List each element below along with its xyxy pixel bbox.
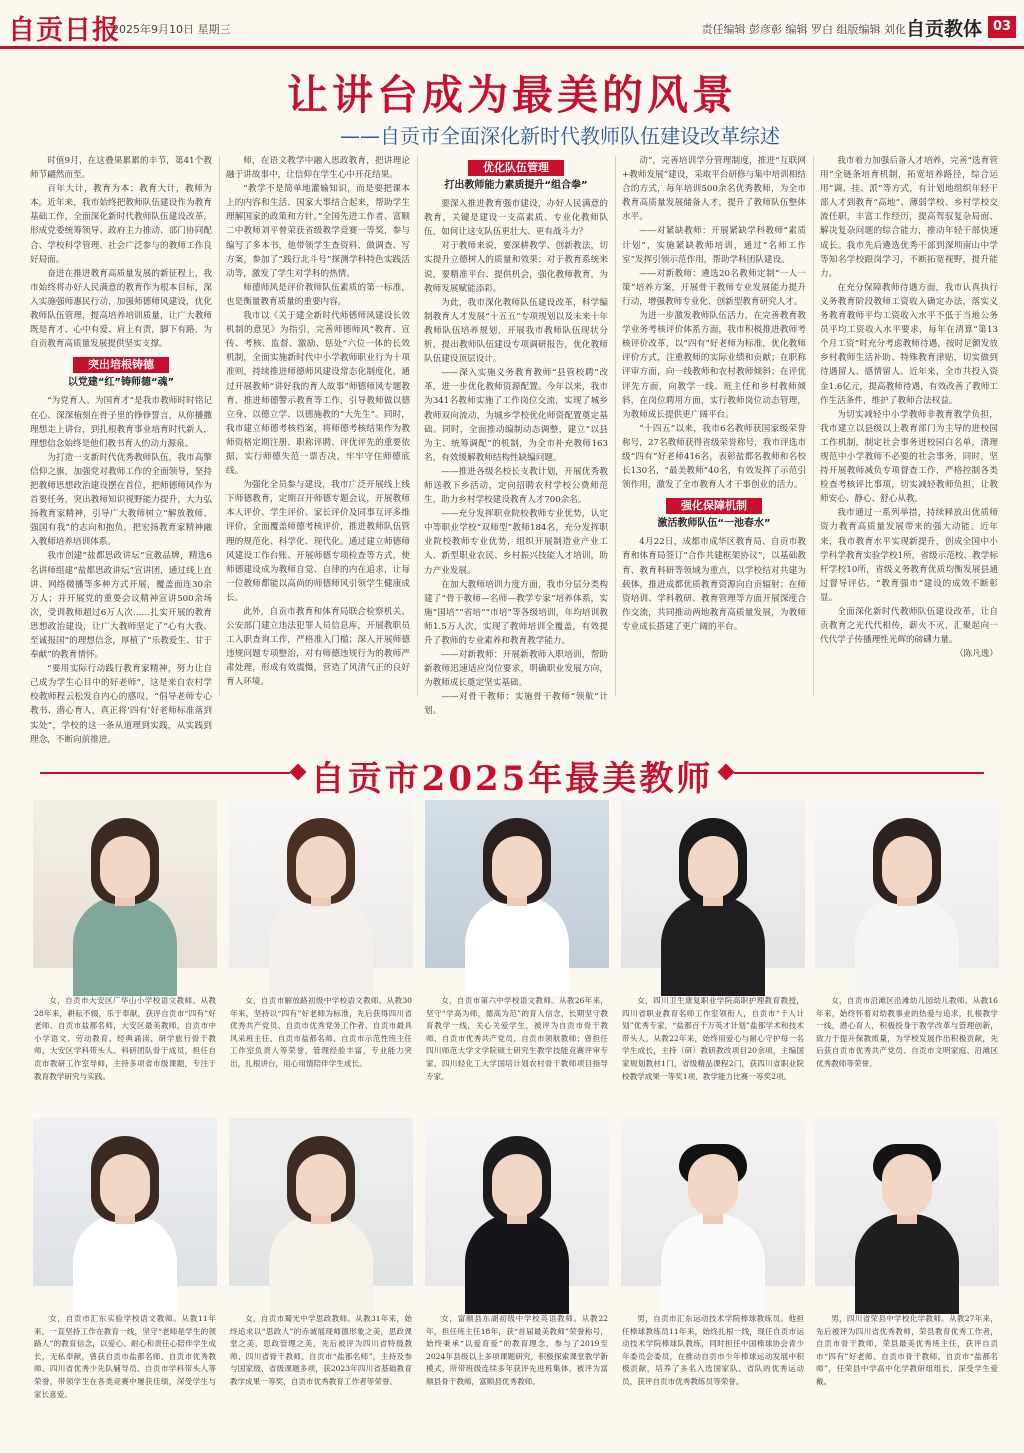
teachers-banner [0,748,1024,798]
teacher-card [226,800,416,1071]
teacher-portrait [33,1118,217,1286]
teacher-card [30,1118,220,1401]
paragraph: 时值9月，在这叠果累累的丰节，第41个教师节翩然而至。 [30,156,212,181]
teacher-bio: 男，四川省荣县中学校化学教师。从教27年来，先后被评为四川省优秀教师，荣县教育优秀工作者，自贡市骨干教师，荣县最美优秀班主任，获评自贡市“四有”好老师、自贡市骨干教师、自贡市“盐都名师”，任荣县中学高中化学教研组组长，深受学生爱戴。 [816,1314,998,1386]
section-subheading-2: 打出教师能力素质提升“组合拳” [444,180,588,191]
teacher-bio: 女，自贡市蜀光中学思政教师。从教31年来，始终追求以“思政人”的赤诚展现师德形象之美，思政课堂之美，思政管理之美，先后被评为四川省特级教师、四川省骨干教师、自贡市“盐都名师”，主持及参与国家级、省级课题多项，获2023年四川省基础教育教学成果一等奖，自贡市优秀教育工作者等荣誉。 [230,1314,412,1386]
paragraph: 为进一步激发教师队伍活力，在完善教育教学业务考核评价体系方面，我市积极推进教师考核评价改革，以“四有”好老师为标准，优化教师评价方式，注重教师的实际业绩和贡献；在职称评审方面，向一线教师和农村教师倾斜；在评优评先方面，向教学一线、班主任和乡村教师倾斜，在岗位聘用方面，实行教师岗位动态管理，为教师成长提供更广阔平台。 [622,311,806,420]
paragraph: ——充分发挥职业院校教师专业优势，认定中等职业学校“双师型”教师184名，充分发挥职业院校教师专业优势，组织开展制造业产业工人、新型职业农民、乡村振兴技能人才培训，助力产业发展。 [424,509,608,576]
paragraph: “十四五”以来，我市6名教师获国家级荣誉称号，27名教师获得省级荣誉称号，我市评选市级“四有”好老师416名，表彰盐都名教师和名校长130名，“最美教师”40名，有效发挥了示范引领作用，激发了全市教育人才干事创业的活力。 [622,423,806,491]
paragraph: 我市创建“盐都思政讲坛”宣教品牌，精选6名讲师组建“盐都思政讲坛”宣讲团，通过线上直讲、网络微播等多种方式开展，覆盖面连30余万人；并开展党的重要会议精神宣讲500余场次，受训教师超过6万人次……扎实开展的教育思想政治建设，让广大教师坚定了“心有大我、至诚报国”的理想信念，厚植了“乐教爱生、甘于奉献”的教育情怀。 [30,551,212,661]
newspaper-logo: 自贡日报 [8,15,120,46]
paragraph: ——深入实施义务教育教师“县管校聘”改革，进一步优化教师资源配置。今年以来，我市为341名教师实施了工作岗位交流，实现了城乡教师双向流动，为城乡学校优化师资配置奠定基础。同时，全面推动编制动态调整，建立“以县为主、统筹调配”的机制，为全市补充教师163名，有效缓解教师结构性缺编问题。 [424,368,608,463]
paragraph: 在充分保障教师待遇方面，我市认真执行义务教育阶段教师工资收入确定办法，落实义务教育教师平均工资收入水平不低于当地公务员平均工资收入水平要求，每年在清算“第13个月工资”时充分考虑教师待遇，按时足额发放乡村教师生活补助、特殊教育津贴，切实做到待遇留人、感情留人。近年来，全市共投入资金1.6亿元，提高教师待遇，有效改善了教师工作生活条件，维护了教师合法权益。 [820,282,998,406]
paragraph: ——推进各级名校长支教计划，开展优秀教师送教下乡活动，定向招聘农村学校公费师范生，助力乡村学校建设教育人才700余名。 [424,466,608,506]
banner-title: 自贡市2025年最美教师 [310,759,714,799]
paragraph: 要深入推进教育强市建设，办好人民满意的教育，关键是建设一支高素质、专业化教师队伍，如何让这支队伍更壮大、更有战斗力？ [424,199,608,238]
teacher-bio: 女，富顺县东湖初级中学校英语教师。从教22年，担任班主任18年，获“首届最美教师”荣誉称号，始终秉承“以爱育爱”的教育理念，参与了2019至2024年县级以上多项课题研究，积极探索课堂教学新模式，所带班级连续多年获评先进班集体，被评为富顺县骨干教师，富顺县优秀教师。 [426,1314,608,1386]
teacher-portrait [621,800,805,968]
paragraph: 奋进在推进教育高质量发展的新征程上，我市始终将办好人民满意的教育作为根本目标，深入实施强师惠民行动，加强师德师风建设，优化教师队伍管理，提高培养培训质量，让广大教师既是育才、心中有爱、肩上有责，脚下有路，为自贡教育高质量发展提供坚实支撑。 [30,268,212,350]
paragraph: 动”，完善培训学分管理制度，推进“互联网+教师发展”建设，采取平台研修与集中培训相结合的方式，每年培训500余名优秀教师，为全市教育高质量发展储备人才，提升了教师队伍整体水平。 [622,156,806,223]
column-divider [813,156,814,696]
section-heading-3: 强化保障机制 [666,498,762,514]
column-divider [615,156,616,696]
section-subheading-3: 激活教师队伍“一池春水” [657,518,771,530]
teacher-card [422,800,612,1083]
paragraph: 此外，自贡市教育和体育局联合检察机关、公安部门建立违法犯罪人员信息库，开展教职员工入职查询工作，严格准入门槛；深入开展师德违规问题专项整治，对有师德违规行为的教师严肃处理，形成有效震慑，营造了风清气正的良好育人环境。 [226,607,410,688]
masthead [0,0,1024,52]
paragraph: 为此，我市深化教师队伍建设改革，科学编制教育人才发展“十五五”专项规划以及未来十年教师队伍培养规划，开展我市教师队伍现状分析，提出教师队伍建设专项调研报告，优化教师队伍建设顶层设计。 [424,297,608,365]
page-number: 03 [988,16,1016,38]
teacher-portrait [229,800,413,968]
issue-date: 2025年9月10日 星期三 [112,23,231,36]
paragraph: ——对新教师：遴选20名教师定制“一人一策”培养方案，开展骨干教师专业发展能力提升行动，增强教师专业化、创新型教育研究人才。 [622,268,806,307]
editor-credits: 责任编辑 彭彦彰 编辑 罗白 组版编辑 刘化 [701,23,906,36]
teacher-bio: 男，自贡市汇东运动技术学院棒球教练员。他担任棒球教练员11年来，始终扎根一线，现任自贡市运动技术学院棒球队教练，同时担任中国棒球协会青少年委员会委员，在推动自贡市少年棒球运动发展中积极贡献，培养了多名入选国家队、省队的优秀运动员，获评自贡市优秀教练员等荣誉。 [622,1314,804,1386]
paragraph: ——对骨干教师：实施骨干教师“领航”计划。 [424,692,608,717]
headline: 让讲台成为最美的风景 [287,71,737,119]
article-column-4 [622,154,806,702]
paragraph: 对于教师来说，要深耕教学、创新教法，切实提升立德树人的质量和效果；对于教育系统来说，要精准平台、提供机会，强化教师教育，为教师发展赋能添彩。 [424,241,608,294]
teacher-portrait [815,1118,999,1286]
teacher-portrait [815,800,999,968]
teacher-card [618,800,808,1083]
teacher-bio: 女，自贡市汇东实验学校语文教师。从教11年来，一直坚持工作在教育一线，坚守“老师是学生的领路人”的教育信念，以爱心、耐心和责任心陪伴学生成长，无私奉献，曾获自贡市盐都名师、自贡市优秀教师、四川省优秀少先队辅导员、自贡市学科带头人等荣誉，带领学生在各类竞赛中屡获佳绩，深受学生与家长喜爱。 [34,1314,216,1399]
article-column-5 [820,154,998,702]
section-subheading-1: 以党建“红”铸师德“魂” [67,377,175,389]
paragraph: 我市着力加强后备人才培养，完善“选育管用”全链条培育机制，拓宽培养路径，综合运用“调、挂、派”等方式，有计划地组织年轻干部人才到教育“高地”、薄弱学校、乡村学校交流任职，丰富工作经历，提高驾驭复杂局面、解决复杂问题的综合能力，推动年轻干部快速成长。我市先后遴选优秀干部到深圳南山中学等知名学校跟岗学习，不断拓宽视野，提升能力。 [820,156,998,279]
section-heading-1: 突出培根铸德 [73,357,169,373]
masthead-rule [0,46,1024,49]
column-divider [219,156,220,696]
paragraph: 4月22日，成都市成华区教育局、自贡市教育和体育局签订“合作共建框架协议”，以基础教育、教育科研等领域为重点，以学校结对共建为载体，推进成都优质教育资源向自贡辐射；在师资培训、学科教研、教育管理等方面开展深度合作交流，共同推动两地教育高质量发展，为教师专业成长搭建了更广阔的平台。 [622,537,806,632]
paragraph: 我市通过一系列举措，持续释放出优质师资力教育高质量发展带来的强大动能。近年来，我市教育水平实现新提升，创成全国中小学科学教育实验学校1所，省级示范校、教学标杆学校10所，省级义务教育优质均衡发展县通过督导评估，“教育强市”建设的成效不断彰显。 [820,508,998,603]
paragraph: 为强化全员参与建设，我市广泛开展线上线下师德教育，定期召开师德专题会议，开展教师本人评价、学生评价、家长评价及同事互评多维评价，全面覆盖师德考核评价，推进教师队伍管理的规范化、科学化、现代化。通过建立师德师风建设工作台账、开展师德专项检查等方式，使师德建设成为教师自觉、自律的内在追求，让每一位教师都能以高尚的师德师风引领学生健康成长。 [226,480,410,603]
teacher-portrait [621,1118,805,1286]
teacher-portrait [425,1118,609,1286]
teacher-card [812,1118,1002,1389]
paragraph: 师德师风是评价教师队伍素质的第一标准，也是衡量教育质量的重要内容。 [226,282,410,307]
teacher-card [422,1118,612,1389]
author-signoff: （陈凡逸） [955,649,998,660]
subheadline: ——自贡市全面深化新时代教师队伍建设改革综述 [340,124,780,148]
article-column-3 [424,154,608,717]
teacher-card [618,1118,808,1389]
paragraph: “为党育人、为国育才”是我市教师时时铭记在心、深深植刻在骨子里的铮铮誓言，从你播撒理想走上讲台，到扎根教育事业培育时代新人，理想信念始终是他们教书育人的动力源泉。 [30,396,212,449]
teacher-portrait [33,800,217,968]
paragraph: 我市以《关于建全新时代师德师风建设长效机制的意见》为指引，完善师德师风“教育、宣传、考核、监督、激励、惩处”六位一体的长效机制，全面实施新时代中小学教师职业行为十项准则，持续推进师德师风建设常态化制度化，通过开展教师“讲好我的育人故事”师德师风专题教育、推进师德警示教育等工作，引导教师做以德立身、以德立学、以德施教的“大先生”。同时，我市建立师德考核档案，将师德考核结果作为教师资格定期注册、职称评聘、评优评先的重要依据，实行师德失范一票否决，牢牢守住师德底线。 [226,311,410,477]
teacher-bio: 女，自贡市沿滩区沿滩幼儿园幼儿教师。从教16年来，始终怀着对幼教事业的热爱与追求，扎根教学一线，潜心育人，积极投身于教学改革与管理创新，致力于提升保教质量，为学校发展作出积极贡献，先后获自贡市优秀共产党员、自贡市文明家庭、沿滩区优秀教师等荣誉。 [816,996,998,1068]
article-column-1 [30,154,212,745]
teacher-card [30,800,220,1083]
paragraph: 为打造一支新时代优秀教师队伍，我市高擎信仰之旗，加强党对教师工作的全面领导，坚持把教师思想政治建设摆在首位，把师德师风作为首要任务，突出教师知识视野能力提升，大力弘扬教育家精神，引导广大教师树立“解放教师、强国有我”的志向和抱负，把宏扬教育家精神融入教师培养培训体系。 [30,452,212,548]
teacher-bio: 女，自贡市解放路初级中学校语文教师。从教30年来，坚持以“四有”好老师为标准，先后获得四川省优秀共产党员、自贡市优秀党务工作者、自贡市最具风采班主任、自贡市盐都名师、自贡市示范性班主任工作室负责人等荣誉，管理经验丰富，专业能力突出，扎根讲台，用心用情陪伴学生成长。 [230,996,412,1068]
paragraph: 为切实减轻中小学教师非教育教学负担，我市建立以县级以上教育部门为主导的进校园工作机制，制定社会事务进校园白名单，清理规范中小学教师不必要的社会事务，同时，坚持开展教师减负专项督查工作，严格控制各类检查考核评比事项，切实减轻教师负担，让教师安心、静心、舒心从教。 [820,409,998,505]
paragraph: ——对紧缺教师：开展紧缺学科教师“素质计划”，实施紧缺教师培训，通过“名师工作室”发挥引领示范作用，帮助学科团队建设。 [622,226,806,265]
paragraph: 全面深化新时代教师队伍建设改革，让自贡教育之光代代相传，薪火不灭，汇聚起向一代代学子传播理性光辉的磅礴力量。 [820,607,998,646]
paragraph: 百年大计，教育为本；教育大计，教师为本。近年来，我市始终把教师队伍建设作为教育基础工作，全面深化新时代教师队伍建设改革，形成党委统筹领导、政府主力推动、部门协同配合、学校科学管理、社会广泛参与的教师工作良好局面。 [30,184,212,265]
teacher-portrait [425,800,609,968]
section-name: 自贡教体 [905,18,982,40]
teacher-portrait [229,1118,413,1286]
teacher-card [812,800,1002,1071]
section-heading-2: 优化队伍管理 [468,160,564,176]
paragraph: 在加大教师培训力度方面，我市分层分类构建了“骨干教师—名师—教学专家”培养体系，实施“国培”“省培”“市培”等各级培训，年均培训教师1.5万人次，实现了教师培训全覆盖，有效提升了教师的专业素养和教育教学能力。 [424,579,608,646]
teacher-card [226,1118,416,1389]
teacher-bio: 女，自贡市第六中学校语文教师。从教26年来，坚守“学高为师，德高为范”的育人信念，长期坚守教育教学一线，关心关爱学生，被评为自贡市骨干教师、自贡市优秀共产党员、自贡市领航教师；曾担任四川师范大学文学院硕士研究生教学技能竞赛评审专家，四川轻化工大学国培计划农村骨干教师项目指导专家。 [426,996,608,1081]
paragraph: ——对新教师：开展新教师入职培训，帮助新教师迅速适应岗位要求，明确职业发展方向，为教师成长奠定坚实基础。 [424,650,608,689]
paragraph: 师，在语文教学中融入思政教育，把讲理论融于讲故事中，让信仰在学生心中开花结果。 [226,156,410,181]
teacher-bio: 女，四川卫生康复职业学院高职护理教育教授，四川省职业教育名师工作室领衔人，自贡市“千人计划”优秀专家，“盐都百千万英才计划”盐都学术和技术带头人。从教22年来，始终用爱心与耐心守护每一名学生成长，主持（研）教研教改项目20余项，主编国家规划教材1门，省级精品课程2门，获四川省职业院校教学成果一等奖1项、教学能力比赛一等奖2项。 [622,996,804,1081]
teacher-bio: 女，自贡市大安区广华山小学校语文教师。从教28年来，耕耘不辍，乐于奉献，获评自贡市“四有”好老师、自贡市盐都名师，大安区最美教师，自贡市中小学语文、劳动教育、经典诵读、研学旅行骨干教师，大安区学科带头人、科研团队骨干成员，担任自贡市教研工作室导师，主持多项省市级课题，专注于教育教学研究与实践。 [34,996,216,1081]
paragraph: “要用实际行动践行教育家精神，努力让自己成为学生心目中的好老师”，这是来自农村学校教师程云松发自内心的感叹，“倡导老师专心教书、潜心育人，真正将‘四有’好老师标准落到实处”，学校的这一条从道理到实践，从实践到理念，不断向前推进。 [30,664,212,745]
article-column-2 [226,154,410,702]
column-divider [417,156,418,696]
paragraph: “教学不是简单地灌输知识，而是要把课本上的内容和生活、国家大事结合起来，帮助学生理解国家的政策和方针。”全国先进工作者、富顺二中教师刘平曾荣获省级教学竞赛一等奖，参与编写了多本书，他带领学生查资料、做调查、写方案，参加了“践行北斗号”探测学科特色实践活动等，激发了学生对学科的热情。 [226,184,410,279]
